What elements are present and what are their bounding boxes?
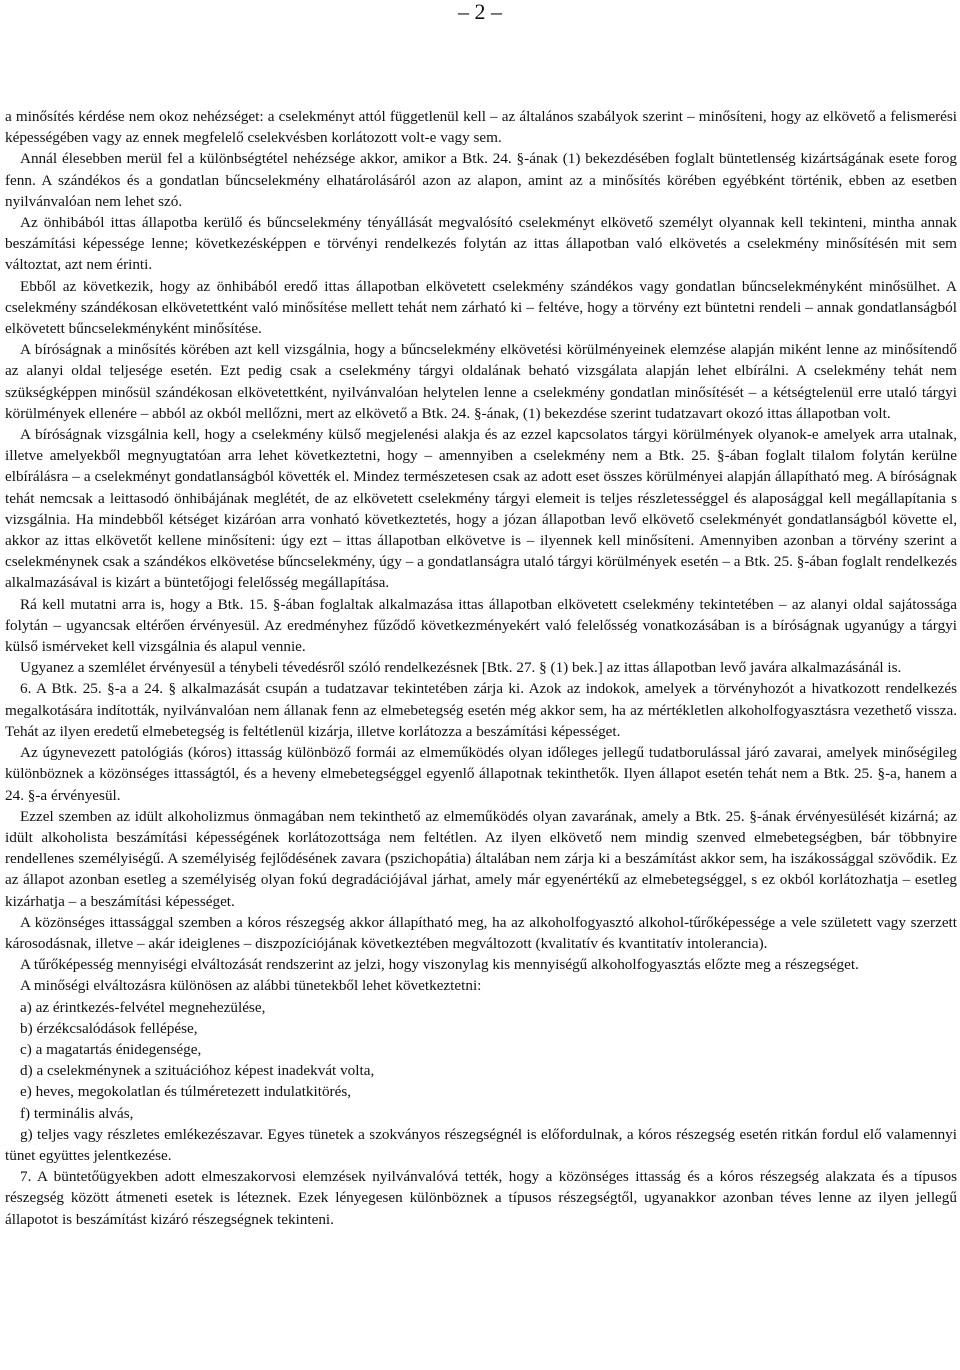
document-body	[5, 106, 957, 1230]
paragraph: 7. A büntetőügyekben adott elmeszakorvosi elemzések nyilvánvalóvá tették, hogy a közönséges ittasság és a kóros részegség alakzata és a típusos részegség között átmeneti esetek is léteznek. Ezek lényegesen különböznek a típusos részegségtől, ugyanakkor azonban téves lenne az ilyen jellegű állapotot is beszámítást kizáró részegségnek tekinteni.	[5, 1168, 957, 1228]
paragraph: A minőségi elváltozásra különösen az alábbi tünetekből lehet következtetni:	[20, 977, 482, 995]
paragraph: Ezzel szemben az idült alkoholizmus önmagában nem tekinthető az elmeműködés olyan zavarának, amely a Btk. 25. §-ának érvényesülését kizárná; az idült alkoholista beszámítási képességének korlátozottsága nem feltétlen. Az ilyen elkövető nem mindig szenved elmebetegségben, bár többnyire rendellenes személyiségű. A személyiség fejlődésének zavara (pszichopátia) általában nem zárja ki a beszámítást akkor sem, ha iszákossággal szövődik. Ez az állapot azonban esetleg a személyiség olyan fokú degradációjával járhat, amely már egyenértékű az elmebetegséggel, s ez okból korlátozhatja – esetleg kizárhatja – a beszámítási képességet.	[5, 807, 957, 910]
list-item: a) az érintkezés-felvétel megnehezülése,	[20, 998, 266, 1016]
paragraph: A bíróságnak vizsgálnia kell, hogy a cselekmény külső megjelenési alakja és az ezzel kapcsolatos tárgyi körülmények olyanok-e amelyek arra utalnak, illetve amelyekből megnyugtatóan arra lehet következtetni, hogy – amennyiben a cselekmény nem a Btk. 25. §-ában foglalt tilalom folytán kerülne elbírálásra – a cselekményt gondatlanságból követték el. Mindez természetesen csak az adott eset összes körülményei alapján állapítható meg. A bíróságnak tehát nemcsak a leittasodó önhibájának meglétét, de az elkövetett cselekmény tárgyi elemeit is teljes részletességgel és alaposággal kell megállapítania s vizsgálnia. Ha mindebből kétséget kizáróan arra vonható következtetés, hogy a józan állapotban levő elkövető cselekményét gondatlanságból követte el, akkor az ittas elkövetőt kellene minősíteni: úgy ezt – ittas állapotban elkövetve is – ilyennek kell minősíteni. Amennyiben azonban a törvény szerint a cselekménynek csak a szándékos elkövetése bűncselekmény, úgy – a gondatlanságra utaló tárgyi körülmények esetén – a Btk. 25. §-ában foglalt rendelkezés alkalmazásával is kizárt a büntetőjogi felelősség megállapítása.	[5, 426, 957, 592]
list-item: f) terminális alvás,	[20, 1104, 134, 1122]
paragraph: Az önhibából ittas állapotba kerülő és bűncselekmény tényállását megvalósító cselekményt elkövető személyt olyannak kell tekinteni, mintha annak beszámítási képessége lenne; következésképpen e törvényi rendelkezés folytán az ittas állapotban való elkövetés a cselekmény minősítésén mit sem változtat, azt nem érinti.	[5, 214, 957, 274]
page-number: – 2 –	[458, 0, 502, 24]
list-item: d) a cselekménynek a szituációhoz képest inadekvát volta,	[20, 1062, 375, 1080]
paragraph: A bíróságnak a minősítés körében azt kell vizsgálnia, hogy a bűncselekmény elkövetési körülményeinek elemzése alapján miként lenne az minősítendő az alanyi oldal teljesége esetén. Ezt pedig csak a cselekmény tárgyi oldalának beható vizsgálata alapján lehet elbírálni. A cselekmény tehát nem szükségképpen minősül szándékosan elkövetettként, nyilvánvalóan helytelen lenne a cselekmény gondatlan minősítését – a kétségtelenül erre utaló tárgyi körülmények ellenére – abból az okból mellőzni, mert az elkövető a Btk. 24. §-ának, (1) bekezdése szerint tudatzavart okozó ittas állapotban volt.	[5, 341, 957, 422]
paragraph: Rá kell mutatni arra is, hogy a Btk. 15. §-ában foglaltak alkalmazása ittas állapotban elkövetett cselekmény tekintetében – az alanyi oldal sajátossága folytán – ugyancsak eltérően érvényesül. Az eredményhez fűződő következményekért való felelősség vonatkozásában is a bíróságnak ugyanúgy a tárgyi külső ismérveket kell vizsgálnia és alapul vennie.	[5, 595, 957, 656]
paragraph: 6. A Btk. 25. §-a a 24. § alkalmazását csupán a tudatzavar tekintetében zárja ki. Azok az indokok, amelyek a törvényhozót a hivatkozott rendelkezés megalkotására indították, nyilvánvalóan nem állanak fenn az elmebetegség esetén még akkor sem, ha az mértékletlen alkoholfogyasztásra vezethető vissza. Tehát az ilyen eredetű elmebetegség is feltétlenül kizárja, illetve korlátozza a beszámítási képességet.	[5, 680, 957, 740]
paragraph: a minősítés kérdése nem okoz nehézséget: a cselekményt attól függetlenül kell – az általános szabályok szerint – minősíteni, hogy az elkövető a felismerési képességében vagy az ennek megfelelő cselekvésben korlátozott volt-e vagy sem.	[5, 108, 957, 147]
paragraph: A tűrőképesség mennyiségi elváltozását rendszerint az jelzi, hogy viszonylag kis mennyiségű alkoholfogyasztás előzte meg a részegséget.	[20, 956, 859, 974]
paragraph: g) teljes vagy részletes emlékezészavar. Egyes tünetek a szokványos részegségnél is előfordulnak, a kóros részegség esetén ritkán fordul elő valamennyi tünet együttes jelentkezése.	[5, 1125, 957, 1164]
paragraph: Az úgynevezett patológiás (kóros) ittasság különböző formái az elmeműködés olyan időleges jellegű tudatborulással járó zavarai, amelyek minőségileg különböznek a közönséges ittasságtól, és a heveny elmebetegséggel egyenlő állapotnak tekinthetők. Ilyen állapot esetén tehát nem a Btk. 25. §-a, hanem a 24. §-a érvényesül.	[5, 744, 957, 804]
list-item: b) érzékcsalódások fellépése,	[20, 1019, 198, 1037]
list-item: c) a magatartás énidegensége,	[20, 1040, 202, 1058]
paragraph: A közönséges ittassággal szemben a kóros részegség akkor állapítható meg, ha az alkoholfogyasztó alkohol-tűrőképessége a vele született vagy szerzett károsodásnak, illetve – akár ideiglenes – diszpozíciójának következtében megváltozott (kvalitatív és kvantitatív intolerancia).	[5, 913, 957, 952]
paragraph: Ugyanez a szemlélet érvényesül a ténybeli tévedésről szóló rendelkezésnek [Btk. 27. § (1) bek.] az ittas állapotban levő javára alkalmazásánál is.	[20, 659, 902, 677]
paragraph: Ebből az következik, hogy az önhibából eredő ittas állapotban elkövetett cselekmény szándékos vagy gondatlan bűncselekményként minősülhet. A cselekmény szándékosan elkövetettként való minősítése mellett tehát nem zárható ki – feltéve, hogy a törvény ezt büntetni rendeli – annak gondatlanságból elkövetett bűncselekményként minősítése.	[5, 277, 957, 338]
list-item: e) heves, megokolatlan és túlméretezett indulatkitörés,	[20, 1083, 352, 1101]
paragraph: Annál élesebben merül fel a különbségtétel nehézsége akkor, amikor a Btk. 24. §-ának (1) bekezdésében foglalt büntetlenség kizártságának esete forog fenn. A szándékos és a gondatlan bűncselekmény elhatárolásáról azon az alapon, amint az a minősítés körében egyébként történik, ebben az esetben nyilvánvalóan nem lehet szó.	[5, 150, 957, 210]
